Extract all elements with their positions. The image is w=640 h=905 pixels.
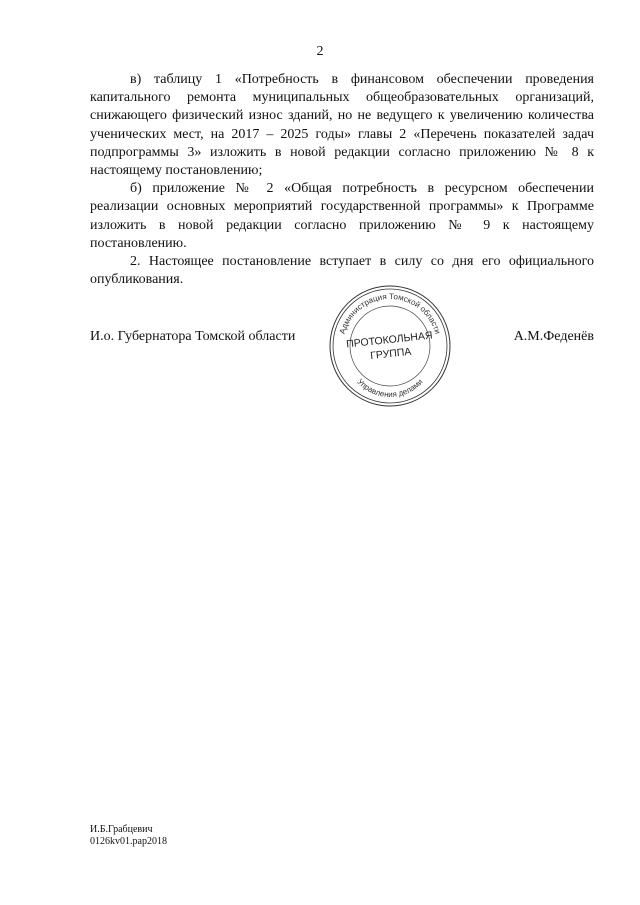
signer-name: А.М.Феденёв: [513, 329, 594, 344]
executor-name: И.Б.Грабцевич: [90, 824, 153, 835]
signer-title: И.о. Губернатора Томской области: [90, 329, 296, 344]
document-body: [90, 71, 594, 289]
paragraph-appendix-2: б) приложение № 2 «Общая потребность в ресурсном обеспечении реализации основных мероприятий государственной программы» к Программе изложить в новой редакции согласно приложению № 9 к настоящему постановлению.: [90, 181, 594, 251]
stamp-center-line1: ПРОТОКОЛЬНАЯ: [345, 329, 434, 351]
stamp-outer-text: Администрация Томской области: [337, 291, 443, 336]
footer: [90, 824, 167, 848]
file-reference: 0126kv01.pap2018: [90, 836, 167, 847]
signature-block: [90, 329, 594, 349]
stamp-bottom-text: Управления делами: [355, 377, 425, 400]
stamp-center-line2: ГРУППА: [369, 345, 412, 363]
page-number: 2: [316, 44, 324, 59]
paragraph-table-1: в) таблицу 1 «Потребность в финансовом обеспечении проведения капитального ремонта муниципальных общеобразовательных организаций, снижающего физический износ зданий, но не ведущего к увеличению количества ученических мест, на 2017 – 2025 годы» главы 2 «Перечень показателей задач подпрограммы 3» изложить в новой редакции согласно приложению № 8 к настоящему постановлению;: [90, 72, 594, 179]
paragraph-effective-date: 2. Настоящее постановление вступает в силу со дня его официального опубликования.: [90, 254, 594, 288]
